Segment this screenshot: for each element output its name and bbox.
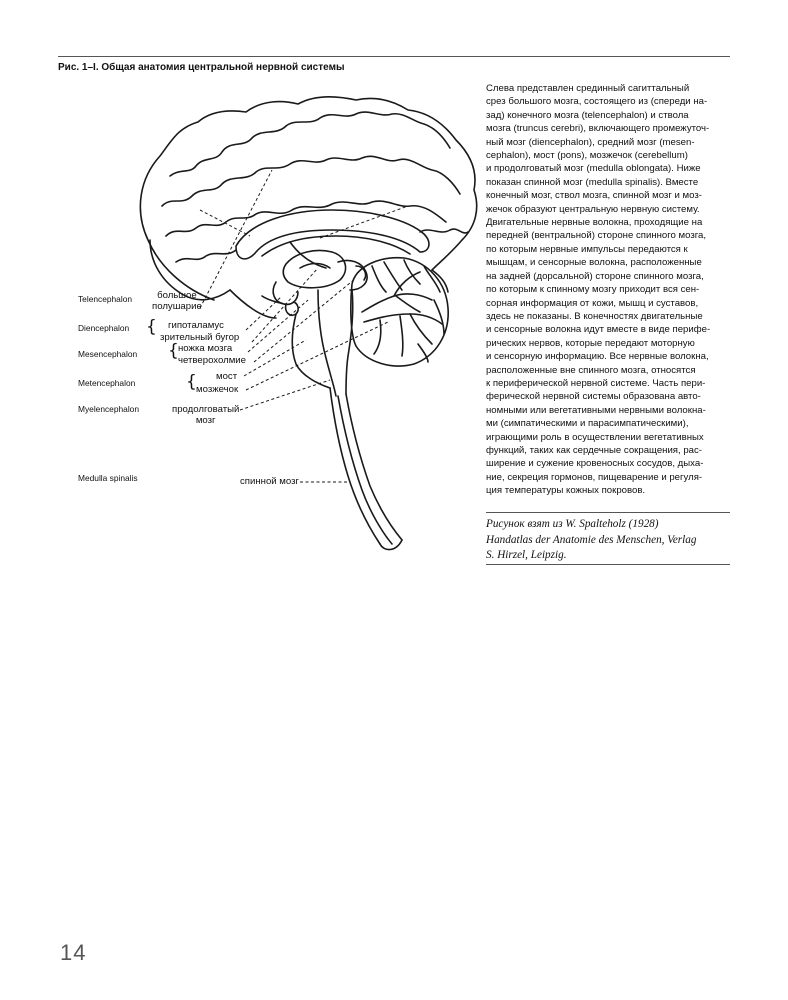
credit-bottom-rule <box>486 564 730 565</box>
figure-title: Рис. 1–I. Общая анатомия центральной нервной системы <box>58 62 345 73</box>
leader-medulla <box>240 380 330 410</box>
label-medulla-spinalis: Medulla spinalis <box>78 473 138 483</box>
thalamus <box>283 251 345 288</box>
leader-corpus-callosum <box>200 210 250 236</box>
label-spinal-cord: спинной мозг <box>240 476 300 487</box>
brace-metencephalon: { <box>186 372 197 392</box>
brace-mesencephalon: { <box>168 341 179 361</box>
leader-quadrigemina <box>254 278 356 362</box>
label-cerebral-peduncle: ножка мозга <box>178 343 233 354</box>
leader-pons <box>244 340 306 376</box>
credit-top-rule <box>486 512 730 513</box>
brace-diencephalon: { <box>146 317 157 337</box>
label-hemisphere: большое полушарие <box>152 290 202 312</box>
label-pons: мост <box>216 371 238 382</box>
page-number: 14 <box>60 940 87 965</box>
leader-peduncle <box>248 300 308 352</box>
figure-credit: Рисунок взят из W. Spalteholz (1928) Handatlas der Anatomie des Menschen, Verlag S. Hirzel, Leipzig. <box>486 518 697 561</box>
label-cerebellum: мозжечок <box>196 384 239 395</box>
label-myelencephalon: Myelencephalon <box>78 404 139 414</box>
label-quadrigemina: четверохолмие <box>178 355 246 366</box>
leader-hemisphere <box>200 170 272 308</box>
label-telencephalon: Telencephalon <box>78 294 133 304</box>
label-diencephalon: Diencephalon <box>78 323 130 333</box>
label-mesencephalon: Mesencephalon <box>78 349 138 359</box>
label-medulla-oblongata: продолговатый мозг <box>172 404 240 426</box>
label-hypothalamus: гипоталамус <box>168 320 224 331</box>
label-metencephalon: Metencephalon <box>78 378 136 388</box>
label-thalamus: зрительный бугор <box>160 332 240 343</box>
body-text: Слева представлен срединный сагиттальный срез большого мозга, состоящего из (спереди на- зад) конечного мозга (telencephalon) и ствола мозга (truncus cerebri), включающего промежуточ- ный мозг (diencephalon), средний мозг (mesen- cephalon), мост (pons), мозжечок (cerebellum) и продолговатый мозг (medulla oblongata). Ниже показан спинной мозг (medulla spinalis). Вместе конечный мозг, ствол мозга, спинной мозг и моз- жечок образуют центральную нервную систему. Двигательные нервные волокна, проходящие на передней (вентральной) стороне спинного мозга, по которым нервные импульсы передаются к мышцам, и сенсорные волокна, расположенные на задней (дорсальной) стороне спинного мозга, по которым к спинному мозгу приходит вся сен- сорная информация от кожи, мышц и суставов, здесь не показаны. В конечностях двигательные и сенсорные волокна идут вместе в виде перифе- рических нервов, которые передают моторную и сенсорную информацию. Все нервные волокна, расположенные вне спинного мозга, относятся к периферической нервной системе. Часть пери- ферической нервной системы образована авто- номными или вегетативными нервными волокна- ми (симпатическими и парасимпатическими), играющими роль в осуществлении вегетативных функций, таких как сердечные сокращения, рас- ширение и сужение кровеносных сосудов, дыха- ние, секреция гормонов, пищеварение и регуля- ция температуры кожных покровов. <box>486 83 711 497</box>
spinal-cord-end <box>380 540 402 550</box>
